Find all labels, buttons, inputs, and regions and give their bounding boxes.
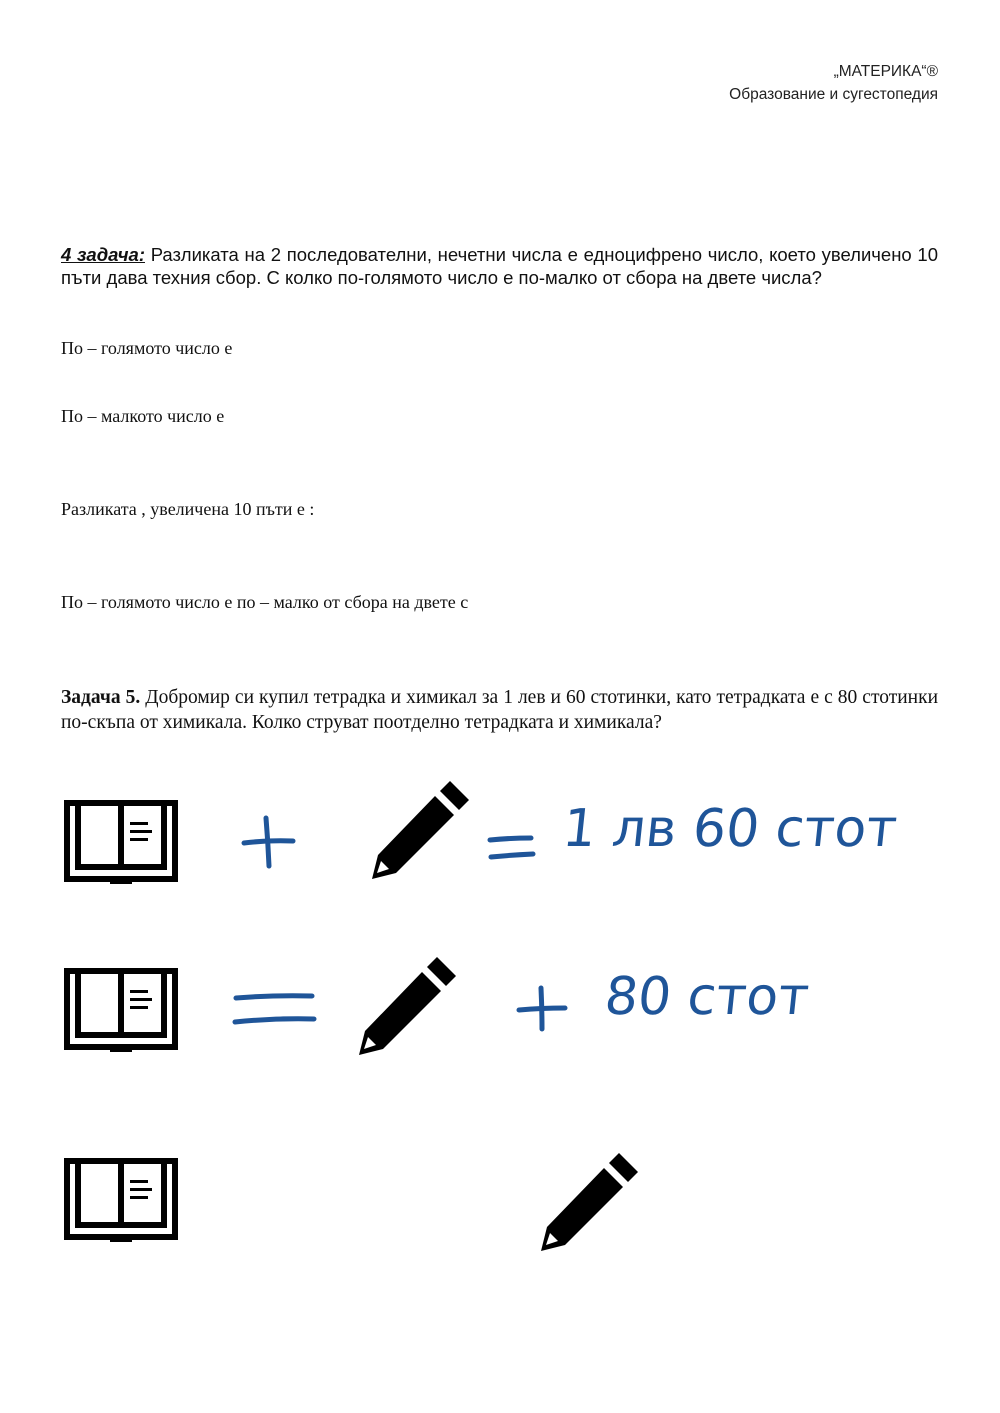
pencil-icon [355, 954, 459, 1058]
handwritten-plus-sign [513, 982, 571, 1034]
brand-name: „МАТЕРИКА“® [833, 63, 938, 80]
pencil-icon [537, 1150, 641, 1254]
task-5-text: Добромир си купил тетрадка и химикал за 1 лев и 60 стотинки, като тетрадката е с 80 стотинки по-скъпа от химикала. Колко струват поотделно тетрадката и химикала? [61, 687, 939, 733]
handwritten-equals-sign [228, 988, 320, 1030]
book-icon [64, 800, 178, 886]
answer-line-comparison: По – голямото число е по – малко от сбора на двете с [61, 592, 469, 612]
handwritten-plus-sign [238, 812, 300, 872]
page-header [729, 60, 938, 106]
handwritten-equals-sign [485, 830, 537, 866]
task-5-label: Задача 5. [61, 687, 141, 708]
pencil-icon [368, 778, 472, 882]
answer-line-difference: Разликата , увеличена 10 пъти е : [61, 499, 315, 519]
book-icon [64, 1158, 178, 1244]
brand-subtitle: Образование и сугестопедия [729, 86, 938, 103]
task-4-text: Разликата на 2 последователни, нечетни числа е едноцифрено число, което увеличено 10 пъти дава техния сбор. С колко по-голямото число е по-малко от сбора на двете числа? [61, 244, 938, 288]
handwritten-difference-price: 80 стот [601, 967, 812, 1027]
answer-line-bigger: По – голямото число е [61, 338, 233, 358]
book-icon [64, 968, 178, 1054]
answer-line-smaller: По – малкото число е [61, 406, 225, 426]
task-4-label: 4 задача: [61, 244, 145, 265]
task-4 [61, 243, 938, 289]
task-5 [61, 685, 938, 735]
handwritten-total-price: 1 лв 60 стот [559, 799, 900, 859]
